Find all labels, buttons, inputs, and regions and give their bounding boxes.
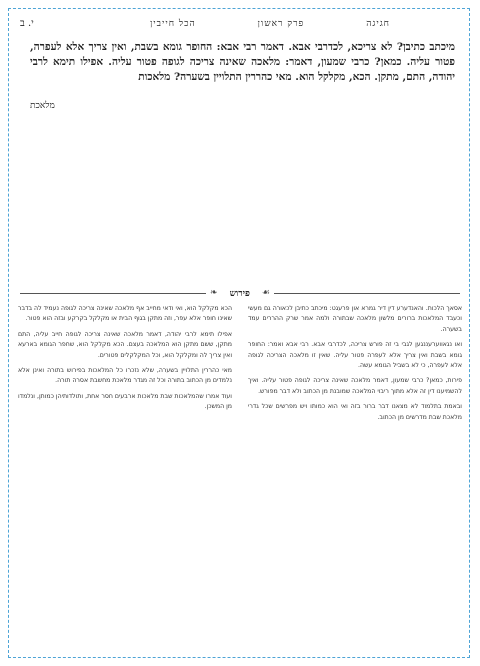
commentary-paragraph: פירות, כמאן? כרבי שמעון, דאמר מלאכה שאינה צריכה לגופה פטור עליה. ואיך להשמיענו דין זה אלא מתוך ריבוי המלאכה שמובנת מן הכתוב ולא דבר מפורש. [248, 377, 462, 395]
ornament-icon: ☙ [261, 288, 270, 298]
commentary-right-column [248, 304, 462, 644]
running-header [150, 18, 390, 29]
commentary-columns [18, 304, 462, 644]
commentary-divider [20, 288, 460, 298]
commentary-paragraph: מאי כהררין התלויין בשערה, שלא נזכרו כל המלאכות בפירוש בתורה ואינן אלא נלמדים מן הכתוב בתורה וכל זה מגדר מלאכת מחשבת אסרה תורה. [18, 367, 232, 385]
divider-line-right [274, 293, 460, 294]
commentary-paragraph: ועוד אמרו שהמלאכות שבת מלאכות ארבעים חסר אחת, ותולדותיהן כמותן, ונלמדו מן המשכן. [18, 392, 232, 411]
commentary-title: פירוש [229, 288, 250, 299]
ornament-icon: ❧ [210, 288, 218, 298]
commentary-paragraph: הכא מקלקל הוא, ואי ודאי מחייב אף מלאכה שאינה צריכה לגופה נעמיד לה בדבר שאינו חופר אלא עפר, וזה מתקן בגוף הבית או מקלקל בקרקע ובזה הוא פטור. [18, 305, 232, 323]
commentary-paragraph: ובאמת בתלמוד לא מצאנו דבר ברור בזה ואי הוא כמותו ויש מפרשים שכל גדרי מלאכת שבת מדרשים מן הכתוב. [248, 403, 462, 421]
page-marker: י. ב [20, 18, 34, 29]
commentary-paragraph: אפילו תימא לרבי יהודה, דאמר מלאכה שאינה צריכה לגופה חייב עליה, התם מתקן, ששם מתקן הוא המלאכה בעצם. הכא מקלקל הוא, שחפר הגומא בארעא ואין צריך לה ומקלקל הוא, וכל המקלקלים פטורים. [18, 330, 232, 359]
header-chapter: פרק ראשון [257, 19, 305, 29]
commentary-paragraph: אסאך הלכות. והאנדערע דין דיר גמרא און פרעגט: מיכתב כתיבן לכאורה גם מעשי וכעבד המלאכות ברורים מלשון מלאכה שבתורה ולמה אמר שרק ההררים עמד בשערה. [248, 305, 462, 333]
commentary-paragraph: ואו נגאווערעננגען לגבי בי זה פורש צריכה, לכדרבי אבא. רבי אבא ואמר: החופר גומא בשבת ואין צריך אלא לעפרה פטור עליה. שאין זו מלאכה הצריכה לגופה אלא לעפרה, כי לא בשביל הגומא עשה. [248, 341, 462, 370]
main-text: מיכתב כתיבן? לא צריכא, לכדרבי אבא. דאמר רבי אבא: החופר גומא בשבת, ואין צריך אלא לעפרה, פטור עליה. כמאן? כרבי שמעון, דאמר: מלאכה שאינה צריכה לגופה פטור עליה. אפילו תימא לרבי יהודה, התם, מתקן. הכא, מקלקל הוא. מאי כהררין התלויין בשערה? מלאכות [30, 41, 455, 83]
catchword: מלאכת [30, 101, 55, 111]
divider-line-left [20, 293, 206, 294]
header-chapter-name: הכל חייבין [150, 19, 196, 29]
header-tractate: חגיגה [366, 19, 390, 29]
commentary-left-column [18, 304, 232, 644]
